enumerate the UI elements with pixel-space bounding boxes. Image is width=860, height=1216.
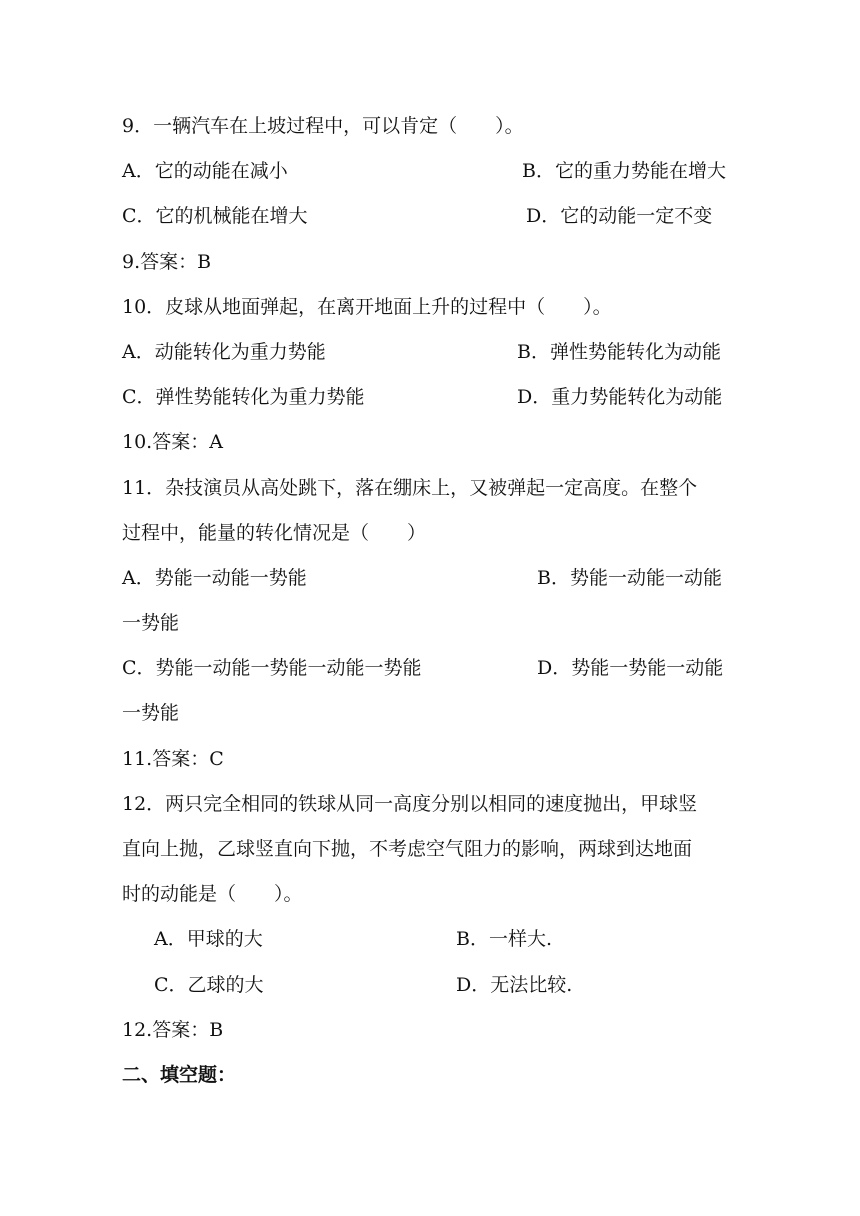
q9-options-ab <box>122 149 732 194</box>
document-page <box>122 104 732 1098</box>
q11-option-b: B．势能一动能一动能 <box>537 566 722 589</box>
q12-option-a: A．甲球的大 <box>154 928 263 951</box>
q9-options-cd <box>122 194 732 239</box>
q9-option-d: D．它的动能一定不变 <box>526 205 713 228</box>
q12-stem-line2: 直向上抛，乙球竖直向下抛，不考虑空气阻力的影响，两球到达地面 <box>122 838 693 860</box>
q11-options-cd <box>122 646 732 691</box>
q11-stem-line2: 过程中，能量的转化情况是（ ） <box>122 521 427 544</box>
q12-answer: 12.答案：B <box>122 1018 224 1041</box>
q10-option-c: C．弹性势能转化为重力势能 <box>122 386 365 409</box>
q12-option-b: B．一样大. <box>456 928 553 951</box>
q11-option-d: D．势能一势能一动能 <box>537 657 724 680</box>
q9-option-c: C．它的机械能在增大 <box>122 205 308 228</box>
q11-option-a: A．势能一动能一势能 <box>122 566 307 589</box>
q12-options-ab <box>122 917 732 962</box>
q10-answer: 10.答案：A <box>122 431 223 454</box>
q12-stem-line3: 时的动能是（ ）。 <box>122 883 303 906</box>
q9-option-a: A．它的动能在减小 <box>122 160 288 183</box>
q11-stem-line1: 11．杂技演员从高处跳下，落在绷床上，又被弹起一定高度。在整个 <box>122 476 698 499</box>
q11-options-ab <box>122 556 732 601</box>
q9-option-b: B．它的重力势能在增大 <box>522 160 726 183</box>
q9-answer: 9.答案：B <box>122 250 212 273</box>
q10-option-b: B．弹性势能转化为动能 <box>517 340 721 363</box>
q11-option-d-continued: 一势能 <box>122 702 180 725</box>
q12-stem-line1: 12．两只完全相同的铁球从同一高度分别以相同的速度抛出，甲球竖 <box>122 792 698 815</box>
q12-options-cd <box>122 963 732 1008</box>
q10-options-ab <box>122 330 732 375</box>
section-heading-fill-in: 二、填空题： <box>122 1063 237 1086</box>
q10-option-d: D．重力势能转化为动能 <box>517 386 723 409</box>
q9-stem: 9．一辆汽车在上坡过程中，可以肯定（ ）。 <box>122 115 524 137</box>
q11-answer: 11.答案：C <box>122 747 224 770</box>
q11-option-b-continued: 一势能 <box>122 612 180 635</box>
q12-option-d: D．无法比较. <box>456 973 573 996</box>
q10-option-a: A．动能转化为重力势能 <box>122 340 326 363</box>
q11-option-c: C．势能一动能一势能一动能一势能 <box>122 657 422 680</box>
q10-options-cd <box>122 375 732 420</box>
q10-stem: 10．皮球从地面弹起，在离开地面上升的过程中（ ）。 <box>122 295 612 318</box>
q12-option-c: C．乙球的大 <box>154 973 264 996</box>
